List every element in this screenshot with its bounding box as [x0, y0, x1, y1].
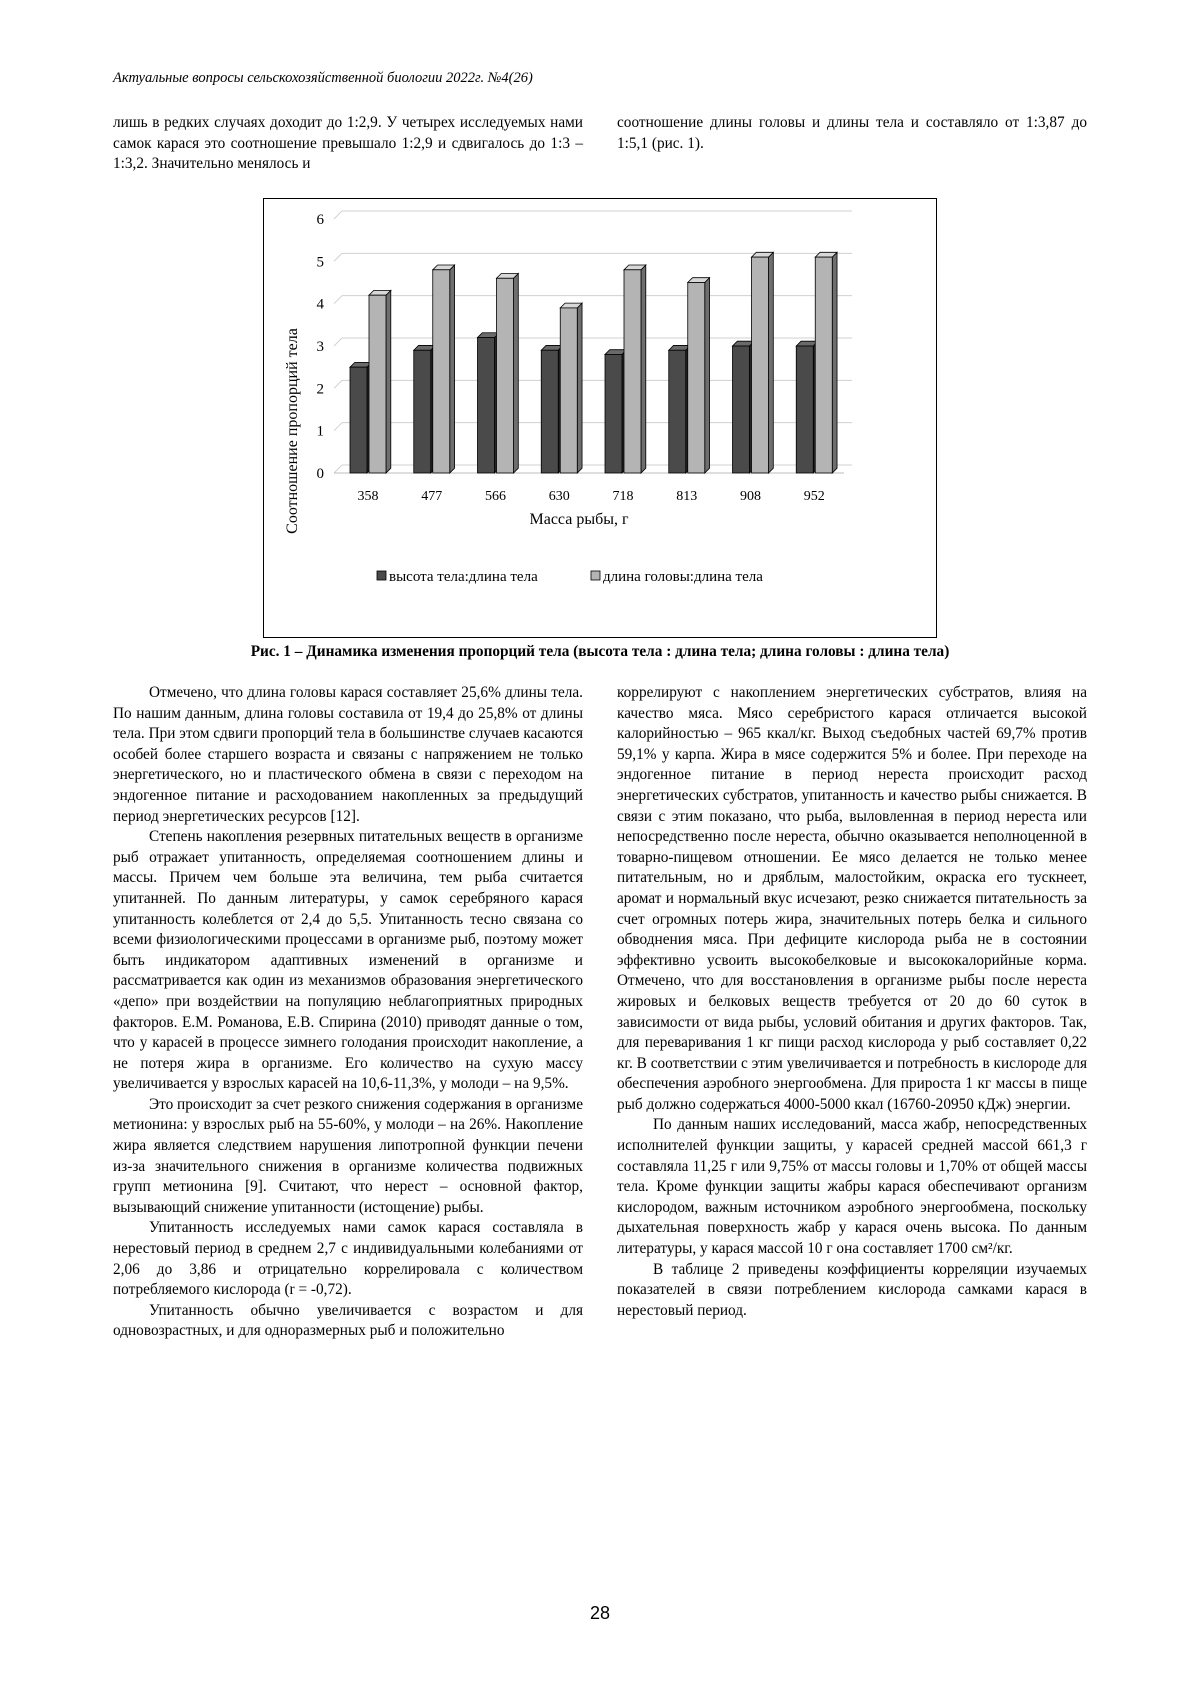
- paragraph: По данным наших исследований, масса жабр, непосредственных исполнителей функции защиты, у карасей средней массой 661,3 г составляла 11,25 г или 9,75% от массы головы и 1,70% от общей массы тела. Кроме функции защиты жабры карася обеспечивают организм кислородом, важным источником аэробного энергообмена, поскольку дыхательная поверхность жабр у карася очень высока. По данным литературы, у карася массой 10 г она составляет 1700 см²/кг.: [617, 1116, 1087, 1258]
- bar-side: [641, 265, 646, 473]
- gridline-side: [334, 253, 342, 261]
- bar-front: [350, 367, 367, 473]
- bar-front: [560, 308, 577, 473]
- bar-front: [688, 283, 705, 474]
- y-tick-label: 2: [316, 381, 324, 398]
- bar-body-height-ratio: [414, 345, 436, 473]
- gridline-side: [334, 211, 342, 219]
- bar-side: [386, 290, 391, 473]
- bar-front: [369, 295, 386, 473]
- paragraph: коррелируют с накоплением энергетических субстратов, влияя на качество мяса. Мясо серебристого карася отличается высокой калорийностью – 965 ккал/кг. Выход съедобных частей 69,7% против 59,1% у карпа. Жира в мясе содержится 5% и более. При переходе на эндогенное питание в период нереста происходит расход энергетических субстратов, упитанность и качество рыбы снижается. В связи с этим показано, что рыба, выловленная в период нереста или непосредственно после нереста, обычно оказывается неполноценной в товарно-пищевом отношении. Ее мясо делается не только менее питательным, но и дряблым, малостойким, окраска его тускнеет, аромат и нормальный вкус исчезают, резко снижается питательность за счет огромных потерь жира, значительных потерь белка и сильного обводнения мяса. При дефиците кислорода рыба не в состоянии эффективно усвоить высокобелковые и высококалорийные корма. Отмечено, что для восстановления в организме рыбы после нереста жировых и белковых веществ требуется от 20 до 60 суток в зависимости от вида рыбы, условий обитания и других факторов. Так, для переваривания 1 кг пищи расход кислорода у рыб составляет 0,22 кг. В соответствии с этим увеличивается и потребность в кислороде для обеспечения аэробного энергообмена. Для прироста 1 кг массы в пище рыб должно содержаться 4000-5000 ккал (16760-20950 кДж) энергии.: [617, 684, 1087, 1113]
- paragraph: В таблице 2 приведены коэффициенты корреляции изучаемых показателей в связи потреблением кислорода самками карася в нерестовый период.: [617, 1260, 1087, 1319]
- bar-front: [815, 257, 832, 473]
- paragraph: лишь в редких случаях доходит до 1:2,9. У четырех исследуемых нами самок карася это соотношение превышало 1:2,9 и сдвигалось до 1:3 – 1:3,2. Значительно менялось и: [113, 114, 583, 173]
- paragraph: Степень накопления резервных питательных веществ в организме рыб отражает упитанность, определяемая соотношением длины и массы. Причем чем больше эта величина, тем рыба считается упитанней. По данным литературы, у самок серебряного карася упитанность колеблется от 2,4 до 5,5. Упитанность тесно связана со всеми физиологическими процессами в организме рыб, поэтому может быть индикатором адаптивных изменений в организме и рассматривается как один из механизмов образования энергетического «депо» при воздействии на популяцию неблагоприятных природных факторов. Е.М. Романова, Е.В. Спирина (2010) приводят данные о том, что у карасей в процессе зимнего голодания происходит накопление, а не потеря жира в организме. Его количество на сухую массу увеличивается у взрослых карасей на 10,6-11,3%, у молоди – на 9,5%.: [113, 828, 583, 1093]
- bar-front: [497, 278, 514, 473]
- bar-side: [705, 278, 710, 473]
- x-tick-label: 630: [548, 489, 570, 504]
- x-tick-label: 908: [740, 489, 761, 504]
- gridline-side: [334, 338, 342, 346]
- bar-body-height-ratio: [669, 345, 691, 473]
- bar-body-height-ratio: [350, 362, 372, 473]
- bar-side: [450, 265, 455, 473]
- gridline-side: [334, 296, 342, 304]
- bar-head-length-ratio: [369, 290, 391, 473]
- bar-front: [669, 350, 686, 473]
- bar-side: [832, 252, 837, 473]
- figure-caption: Рис. 1 – Динамика изменения пропорций тела (высота тела : длина тела; длина головы : длина тела): [250, 643, 950, 660]
- bar-body-height-ratio: [605, 350, 627, 473]
- gridline-side: [334, 380, 342, 388]
- paragraph: Упитанность исследуемых нами самок карася составляла в нерестовый период в среднем 2,7 с индивидуальными колебаниями от 2,06 до 3,86 и отрицательно коррелировала с количеством потребляемого кислорода (r = -0,72).: [113, 1219, 583, 1299]
- paragraph: Это происходит за счет резкого снижения содержания в организме метионина: у взрослых рыб на 55-60%, у молоди – на 26%. Накопление жира является следствием нарушения липотропной функции печени из-за значительного снижения в организме количества подвижных групп метионина [9]. Считают, что нерест – основной фактор, вызывающий снижение упитанности (истощение) рыбы.: [113, 1095, 583, 1216]
- journal-header: Актуальные вопросы сельскохозяйственной биологии 2022г. №4(26): [113, 70, 533, 86]
- legend-swatch: [377, 571, 386, 580]
- chart-bars: [350, 252, 837, 473]
- bar-front: [541, 350, 558, 473]
- legend-swatch: [591, 571, 600, 580]
- bar-side: [514, 273, 519, 473]
- top-left-column: [113, 113, 583, 175]
- bar-head-length-ratio: [752, 252, 774, 473]
- bar-front: [605, 354, 622, 473]
- x-axis-label: Масса рыбы, г: [529, 511, 629, 528]
- y-tick-label: 6: [316, 212, 324, 228]
- bar-head-length-ratio: [497, 273, 519, 473]
- bar-side: [577, 303, 582, 473]
- bar-body-height-ratio: [541, 345, 563, 473]
- bar-front: [752, 257, 769, 473]
- bar-head-length-ratio: [433, 265, 455, 473]
- y-tick-label: 0: [316, 466, 324, 482]
- x-tick-label: 718: [612, 489, 634, 504]
- top-right-column: [617, 113, 1087, 154]
- x-tick-labels: [358, 489, 825, 504]
- chart-gridlines: [334, 211, 852, 473]
- page-number: 28: [589, 1603, 611, 1623]
- x-tick-label: 358: [357, 489, 379, 504]
- y-tick-label: 3: [316, 339, 324, 355]
- bar-side: [769, 252, 774, 473]
- bar-head-length-ratio: [624, 265, 646, 473]
- x-tick-label: 477: [421, 489, 443, 504]
- y-axis-label: Соотношение пропорций тела: [284, 328, 301, 534]
- figure-1: [263, 198, 937, 638]
- bar-chart: [264, 199, 938, 639]
- y-tick-label: 4: [316, 296, 324, 313]
- bar-head-length-ratio: [560, 303, 582, 473]
- x-tick-label: 952: [803, 489, 825, 504]
- bar-front: [796, 346, 813, 473]
- legend-label: высота тела:длина тела: [389, 569, 538, 585]
- bar-front: [433, 270, 450, 473]
- paragraph: соотношение длины головы и длины тела и составляло от 1:3,87 до 1:5,1 (рис. 1).: [617, 114, 1087, 152]
- gridline-side: [334, 423, 342, 431]
- x-tick-label: 566: [485, 489, 506, 504]
- y-tick-labels: [317, 212, 325, 482]
- bar-front: [733, 346, 750, 473]
- left-column: [113, 683, 583, 1342]
- bar-head-length-ratio: [688, 278, 710, 473]
- bar-head-length-ratio: [815, 252, 837, 473]
- paragraph: Отмечено, что длина головы карася составляет 25,6% длины тела. По нашим данным, длина головы составила от 19,4 до 25,8% от длины тела. При этом сдвиги пропорций тела в большинстве случаев касаются особей более старшего возраста и связаны с напряжением не только энергетического, но и пластического обмена в связи с переходом на эндогенное питание и расходованием накопленных за предыдущий период энергетических ресурсов [12].: [113, 684, 583, 825]
- bar-front: [478, 338, 495, 473]
- chart-legend: [377, 569, 763, 585]
- right-column: [617, 683, 1087, 1321]
- bar-body-height-ratio: [796, 341, 818, 473]
- x-tick-label: 813: [676, 489, 698, 504]
- bar-body-height-ratio: [733, 341, 755, 473]
- legend-label: длина головы:длина тела: [603, 569, 763, 585]
- paragraph: Упитанность обычно увеличивается с возрастом и для одновозрастных, и для одноразмерных рыб и положительно: [113, 1301, 583, 1340]
- bar-front: [414, 350, 431, 473]
- y-tick-label: 5: [316, 254, 324, 271]
- y-tick-label: 1: [316, 423, 324, 440]
- bar-body-height-ratio: [478, 333, 500, 473]
- gridline-side: [334, 465, 342, 473]
- bar-front: [624, 270, 641, 473]
